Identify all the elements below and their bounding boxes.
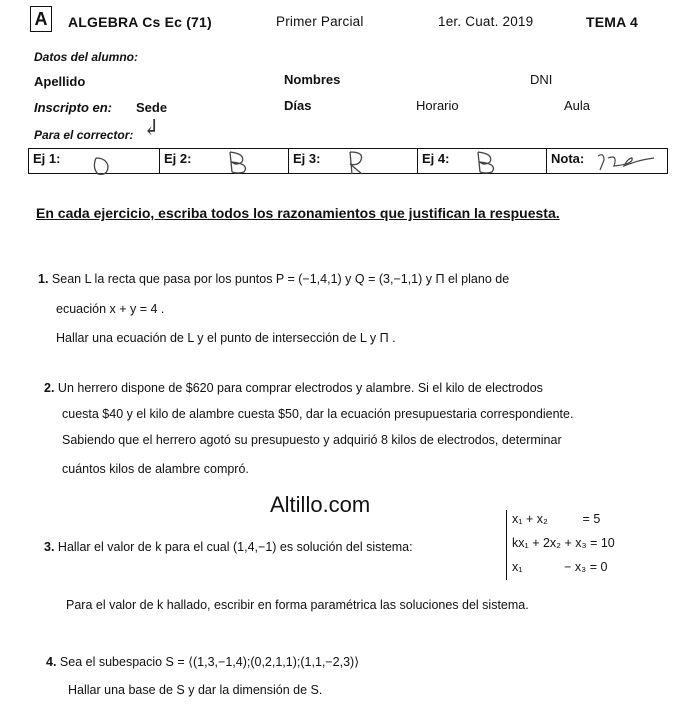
ex2-line3: Sabiendo que el herrero agotó su presupuesto y adquirió 8 kilos de electrodos, determinar [62, 433, 562, 447]
course-title: ALGEBRA Cs Ec (71) [68, 14, 212, 30]
ex2-number: 2. [44, 381, 55, 395]
ex3-line1: Hallar el valor de k para el cual (1,4,−1) es solución del sistema: [57, 540, 413, 554]
ex1-line3: Hallar una ecuación de L y el punto de intersección de L y Π . [56, 331, 396, 345]
ex3-number: 3. [44, 540, 55, 554]
corrector-mark: ↲ [142, 116, 161, 141]
student-data-label: Datos del alumno: [34, 50, 139, 64]
horario-label: Horario [416, 98, 459, 113]
system-eq2: kx₁ + 2x₂ + x₃ = 10 [512, 536, 615, 550]
ex2-line2: cuesta $40 y el kilo de alambre cuesta $50, dar la ecuación presupuestaria correspondiente. [62, 407, 574, 421]
exam-term: 1er. Cuat. 2019 [438, 14, 534, 29]
ex1-line2: ecuación x + y = 4 . [56, 302, 165, 316]
ej1-label: Ej 1: [33, 151, 61, 166]
nombres-label: Nombres [284, 72, 341, 87]
ex4-line1: Sea el subespacio S = ⟨(1,3,−1,4);(0,2,1,1);(1,1,−2,3)⟩ [59, 655, 360, 669]
nota-label: Nota: [551, 151, 585, 166]
ex4-line2: Hallar una base de S y dar la dimensión de S. [68, 683, 323, 697]
ex2-line4: cuántos kilos de alambre compró. [62, 462, 249, 476]
system-eq1: x₁ + x₂ = 5 [512, 512, 601, 526]
system-eq3: x₁ − x₃ = 0 [512, 560, 608, 574]
inscripto-label: Inscripto en: [34, 100, 113, 115]
ex1-number: 1. [38, 272, 49, 286]
tema-label: TEMA 4 [586, 14, 639, 30]
ej3-label: Ej 3: [293, 151, 321, 166]
ej4-label: Ej 4: [422, 151, 450, 166]
dni-label: DNI [530, 72, 553, 87]
ex4-number: 4. [46, 655, 57, 669]
dias-label: Días [284, 98, 312, 113]
apellido-label: Apellido [34, 74, 86, 89]
ex2-line1: Un herrero dispone de $620 para comprar electrodos y alambre. Si el kilo de electrodos [57, 381, 543, 395]
watermark-text: Altillo.com [270, 492, 371, 517]
corrector-label: Para el corrector: [34, 128, 134, 142]
exam-name: Primer Parcial [276, 14, 364, 29]
aula-label: Aula [564, 98, 591, 113]
sede-label: Sede [136, 100, 168, 115]
tema-letter-box: A [30, 6, 52, 32]
ex1-line1: Sean L la recta que pasa por los puntos P = (−1,4,1) y Q = (3,−1,1) y Π el plano de [51, 272, 510, 286]
ex3-line2: Para el valor de k hallado, escribir en forma paramétrica las soluciones del sistema. [66, 598, 529, 612]
instruction-text: En cada ejercicio, escriba todos los razonamientos que justifican la respuesta. [36, 205, 560, 221]
ej2-label: Ej 2: [164, 151, 192, 166]
